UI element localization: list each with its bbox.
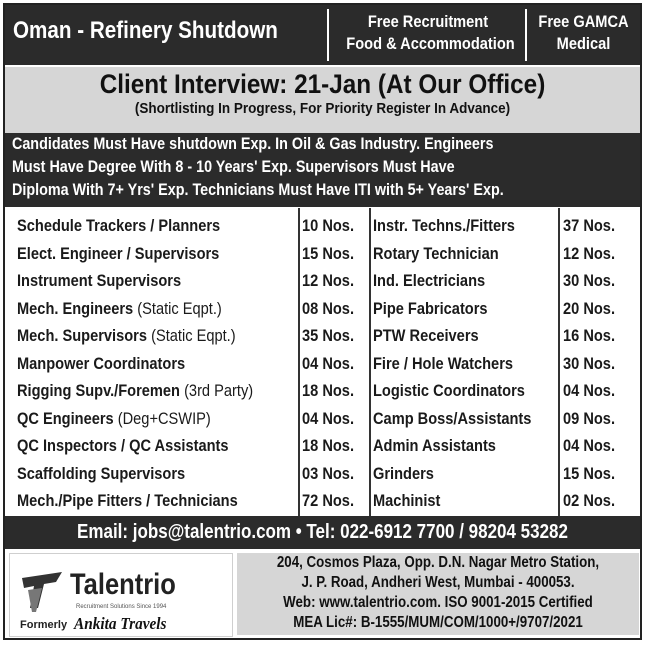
position-title: [373, 432, 516, 460]
position-count-text: 35 Nos.: [302, 326, 355, 345]
position-title-text: Machinist: [373, 491, 441, 510]
position-count: [563, 377, 623, 405]
position-title: [17, 322, 271, 350]
position-title-text: Rigging Supv./Foremen: [17, 381, 180, 400]
position-title-text: Instrument Supervisors: [17, 271, 182, 290]
position-title: [373, 240, 519, 268]
position-title: [373, 405, 557, 433]
address-line-4: MEA Lic#: B-1555/MUM/COM/1000+/9707/2021: [293, 614, 583, 631]
position-title-text: Scaffolding Supervisors: [17, 463, 186, 483]
former-name: Ankita Travels: [74, 614, 167, 633]
position-count: [563, 267, 623, 295]
position-title-text: Mech. Engineers: [17, 298, 134, 318]
address-line-3: Web: www.talentrio.com. ISO 9001-2015 Certified: [283, 594, 593, 611]
header-divider: [327, 9, 329, 61]
position-count-text: 15 Nos.: [563, 463, 616, 483]
position-title: [17, 240, 252, 268]
position-note: (Deg+CSWIP): [117, 408, 211, 428]
position-title: [17, 350, 213, 378]
benefits-recruitment: [333, 11, 523, 55]
position-count-text: 18 Nos.: [302, 381, 355, 400]
position-note: (Static Eqpt.): [137, 298, 222, 318]
position-count: [302, 322, 362, 350]
position-note: (3rd Party): [184, 381, 254, 400]
interview-subheading: (Shortlisting In Progress, For Priority Register In Advance): [134, 100, 511, 117]
position-title: [373, 460, 444, 488]
position-title-text: Admin Assistants: [373, 436, 496, 455]
medical-line-2: Medical: [556, 34, 611, 53]
position-count: [302, 240, 362, 268]
position-title: [373, 267, 503, 295]
position-title: [17, 487, 274, 515]
position-count: [563, 460, 623, 488]
ad-title: Oman - Refinery Shutdown: [13, 17, 278, 44]
position-count-text: 04 Nos.: [563, 436, 616, 455]
benefit-line-2: Food & Accommodation: [346, 34, 515, 53]
position-count-text: 16 Nos.: [563, 326, 616, 345]
position-count: [563, 405, 623, 433]
job-advertisement: [3, 3, 642, 640]
position-count-text: 20 Nos.: [563, 298, 616, 318]
position-title: [373, 487, 451, 515]
requirements-band: [5, 133, 640, 207]
logo-text: Talentrio: [70, 568, 176, 601]
position-count: [302, 432, 362, 460]
position-count: [563, 295, 623, 323]
position-count: [302, 295, 362, 323]
table-row: [5, 405, 640, 433]
positions-table: [5, 208, 640, 516]
position-title-text: Camp Boss/Assistants: [373, 408, 532, 428]
position-count: [563, 212, 623, 240]
contact-band: [5, 516, 640, 549]
position-count: [563, 432, 623, 460]
position-count: [302, 267, 362, 295]
position-title: [17, 267, 208, 295]
table-row: [5, 267, 640, 295]
position-count-text: 12 Nos.: [563, 243, 616, 263]
position-count-text: 08 Nos.: [302, 298, 355, 318]
contact-line: Email: jobs@talentrio.com • Tel: 022-6912 7700 / 98204 53282: [77, 521, 568, 543]
medical-line-1: Free GAMCA: [538, 12, 629, 31]
interview-heading: Client Interview: 21-Jan (At Our Office): [99, 69, 546, 99]
position-title: [17, 377, 292, 405]
address-block: [237, 553, 639, 635]
requirements-line-2: Must Have Degree With 8 - 10 Years' Exp. Supervisors Must Have: [11, 158, 455, 176]
position-title-text: Elect. Engineer / Supervisors: [17, 243, 220, 263]
position-count: [302, 377, 362, 405]
requirements-line-1: Candidates Must Have shutdown Exp. In Oil & Gas Industry. Engineers: [11, 135, 494, 153]
position-count-text: 72 Nos.: [302, 491, 355, 510]
position-count-text: 12 Nos.: [302, 271, 355, 290]
position-note: (Static Eqpt.): [151, 326, 236, 345]
benefits-medical: [529, 11, 638, 55]
position-title: [373, 295, 506, 323]
position-title: [373, 377, 550, 405]
position-count-text: 15 Nos.: [302, 243, 355, 263]
formerly-label: Formerly: [20, 619, 68, 631]
position-title-text: PTW Receivers: [373, 326, 479, 345]
position-count: [302, 460, 362, 488]
position-title-text: Manpower Coordinators: [17, 353, 186, 373]
position-title-text: QC Inspectors / QC Assistants: [17, 436, 229, 455]
address-line-2: J. P. Road, Andheri West, Mumbai - 400053.: [301, 574, 575, 591]
talentrio-logo-icon: [18, 568, 66, 616]
position-title-text: Schedule Trackers / Planners: [17, 216, 221, 235]
table-row: [5, 212, 640, 240]
position-count-text: 04 Nos.: [302, 353, 355, 373]
position-count: [563, 350, 623, 378]
position-title-text: Rotary Technician: [373, 243, 499, 263]
position-count-text: 30 Nos.: [563, 353, 616, 373]
header-divider: [525, 9, 527, 61]
position-title-text: Ind. Electricians: [373, 271, 486, 290]
company-logo: [9, 553, 233, 637]
benefit-line-1: Free Recruitment: [367, 12, 489, 31]
interview-banner: [5, 67, 640, 133]
table-row: [5, 460, 640, 488]
table-row: [5, 487, 640, 515]
position-title-text: QC Engineers: [17, 408, 114, 428]
position-title-text: Instr. Techns./Fitters: [373, 216, 515, 235]
position-title: [17, 295, 255, 323]
position-title-text: Logistic Coordinators: [373, 381, 525, 400]
table-row: [5, 350, 640, 378]
position-count-text: 02 Nos.: [563, 491, 616, 510]
position-count-text: 04 Nos.: [302, 408, 355, 428]
position-count: [302, 487, 362, 515]
footer: [5, 549, 640, 638]
position-title: [373, 350, 536, 378]
position-title-text: Grinders: [373, 463, 434, 483]
position-title-text: Mech. Supervisors: [17, 326, 148, 345]
position-title-text: Mech./Pipe Fitters / Technicians: [17, 491, 238, 510]
position-count-text: 10 Nos.: [302, 216, 355, 235]
position-title: [17, 405, 242, 433]
position-count: [563, 487, 623, 515]
position-count-text: 37 Nos.: [563, 216, 616, 235]
position-count: [563, 322, 623, 350]
position-count: [563, 240, 623, 268]
position-count: [302, 405, 362, 433]
header-bar: [5, 5, 640, 65]
table-row: [5, 295, 640, 323]
address-line-1: 204, Cosmos Plaza, Opp. D.N. Nagar Metro Station,: [276, 554, 600, 571]
position-count: [302, 350, 362, 378]
table-row: [5, 240, 640, 268]
position-title: [17, 212, 253, 240]
position-title: [17, 432, 263, 460]
position-title: [17, 460, 213, 488]
position-count-text: 18 Nos.: [302, 436, 355, 455]
position-title-text: Fire / Hole Watchers: [373, 353, 514, 373]
position-count: [302, 212, 362, 240]
position-count-text: 04 Nos.: [563, 381, 616, 400]
table-row: [5, 322, 640, 350]
logo-tagline: Recruitment Solutions Since 1994: [76, 604, 167, 610]
table-row: [5, 377, 640, 405]
table-row: [5, 432, 640, 460]
position-count-text: 03 Nos.: [302, 463, 355, 483]
requirements-line-3: Diploma With 7+ Yrs' Exp. Technicians Must Have ITI with 5+ Years' Exp.: [11, 181, 504, 199]
position-count-text: 30 Nos.: [563, 271, 616, 290]
position-title: [373, 212, 538, 240]
position-title: [373, 322, 496, 350]
position-title-text: Pipe Fabricators: [373, 298, 488, 318]
position-count-text: 09 Nos.: [563, 408, 616, 428]
